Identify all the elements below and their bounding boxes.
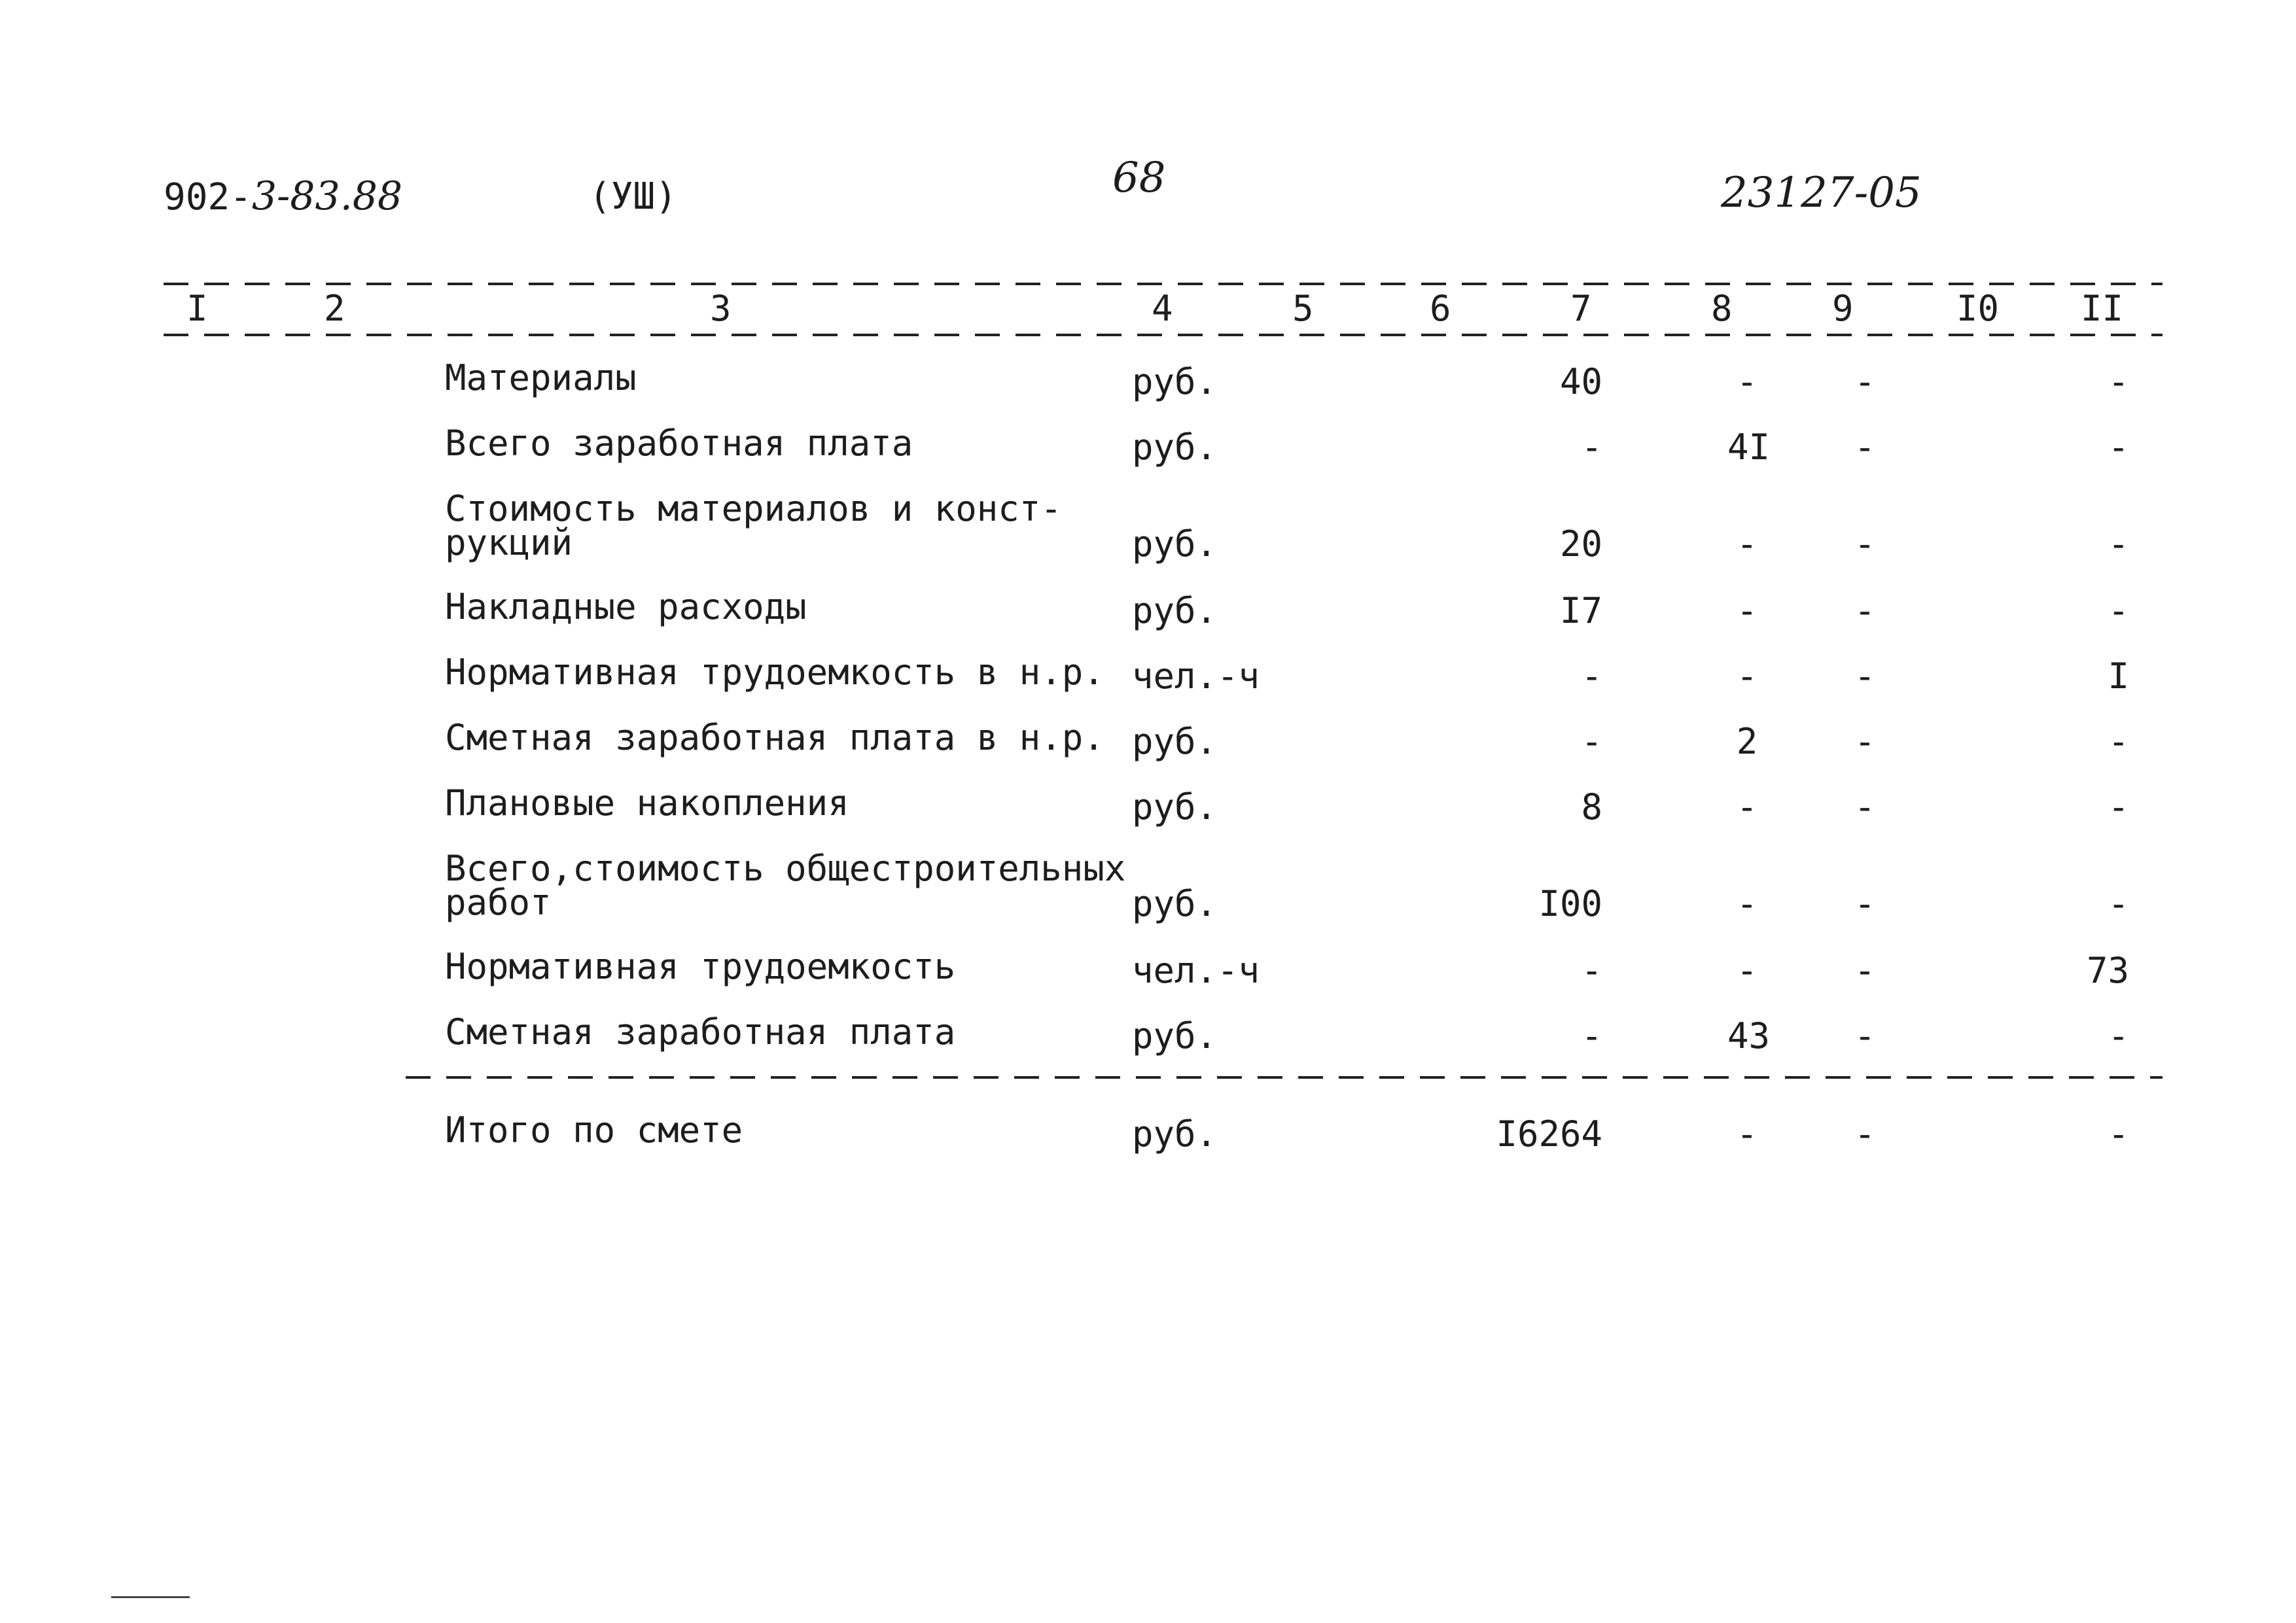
row-name: Всего,стоимость общестроительных работ — [445, 848, 1126, 923]
row-name: Плановые накопления — [445, 782, 849, 824]
row-col8: - — [1736, 523, 1758, 565]
row-col7: I00 — [1538, 883, 1602, 924]
table-row — [0, 423, 2296, 492]
row-unit: руб. — [1132, 883, 1218, 924]
document-number — [164, 173, 402, 219]
row-col11: - — [2108, 523, 2129, 565]
row-name: Всего заработная плата — [445, 423, 913, 464]
row-col9: - — [1854, 883, 1876, 924]
row-col9: - — [1854, 361, 1876, 402]
row-col11: - — [2108, 786, 2129, 828]
column-number: 3 — [710, 288, 732, 329]
row-col8: - — [1736, 361, 1758, 402]
document-number-handwritten: 3-83.88 — [251, 173, 403, 219]
row-col7: - — [1581, 427, 1602, 468]
row-col11: - — [2108, 590, 2129, 631]
row-col11: - — [2108, 1015, 2129, 1056]
row-col8: - — [1736, 786, 1758, 828]
row-col8: - — [1736, 590, 1758, 631]
row-col7: - — [1581, 721, 1602, 762]
total-col9: - — [1854, 1113, 1876, 1155]
row-col7: - — [1581, 950, 1602, 991]
row-col9: - — [1854, 590, 1876, 631]
column-number: 7 — [1570, 288, 1592, 329]
row-col7: 20 — [1559, 523, 1602, 565]
row-name: Сметная заработная плата — [445, 1011, 956, 1053]
row-col7: 8 — [1581, 786, 1602, 828]
row-name: Накладные расходы — [445, 586, 807, 627]
table-row — [0, 488, 2296, 590]
table-row — [0, 717, 2296, 786]
row-col11: - — [2108, 721, 2129, 762]
row-unit: чел.-ч — [1132, 655, 1260, 697]
column-number: 9 — [1832, 288, 1854, 329]
row-name: Сметная заработная плата в н.р. — [445, 717, 1104, 758]
row-col11: I — [2108, 655, 2129, 697]
row-unit: руб. — [1132, 721, 1218, 762]
row-unit: руб. — [1132, 361, 1218, 402]
row-col8: 43 — [1727, 1015, 1771, 1056]
total-col8: - — [1736, 1113, 1758, 1155]
row-col9: - — [1854, 655, 1876, 697]
table-row — [0, 848, 2296, 950]
table-row — [0, 586, 2296, 655]
row-col11: - — [2108, 427, 2129, 468]
row-col8: - — [1736, 655, 1758, 697]
row-col9: - — [1854, 427, 1876, 468]
table-row — [0, 1011, 2296, 1081]
row-unit: руб. — [1132, 523, 1218, 565]
row-unit: чел.-ч — [1132, 950, 1260, 991]
column-number: 5 — [1292, 288, 1314, 329]
row-col9: - — [1854, 523, 1876, 565]
total-name: Итого по смете — [445, 1109, 743, 1151]
total-separator — [406, 1076, 2163, 1079]
column-number: 6 — [1430, 288, 1451, 329]
row-col8: 2 — [1736, 721, 1758, 762]
row-col11: - — [2108, 883, 2129, 924]
row-name: Нормативная трудоемкость — [445, 946, 956, 987]
table-row — [0, 946, 2296, 1015]
header-rule-top — [164, 283, 2163, 285]
row-col9: - — [1854, 786, 1876, 828]
column-number: 2 — [324, 288, 345, 329]
row-col8: - — [1736, 950, 1758, 991]
table-row — [0, 652, 2296, 721]
row-unit: руб. — [1132, 590, 1218, 631]
page-number: 68 — [1112, 154, 1166, 202]
row-col7: I7 — [1559, 590, 1602, 631]
row-col8: - — [1736, 883, 1758, 924]
row-unit: руб. — [1132, 1015, 1218, 1056]
row-col7: - — [1581, 655, 1602, 697]
row-col9: - — [1854, 950, 1876, 991]
total-row — [0, 1109, 2296, 1179]
row-col11: 73 — [2086, 950, 2129, 991]
header-rule-bottom — [164, 334, 2163, 336]
column-number: I0 — [1956, 288, 2000, 329]
row-col7: 40 — [1559, 361, 1602, 402]
section-label: (УШ) — [589, 175, 677, 218]
column-number: 4 — [1152, 288, 1173, 329]
table-row — [0, 357, 2296, 427]
row-unit: руб. — [1132, 786, 1218, 828]
row-col9: - — [1854, 721, 1876, 762]
row-col8: 4I — [1727, 427, 1771, 468]
total-unit: руб. — [1132, 1113, 1218, 1155]
table-row — [0, 782, 2296, 852]
row-unit: руб. — [1132, 427, 1218, 468]
row-col7: - — [1581, 1015, 1602, 1056]
total-col11: - — [2108, 1113, 2129, 1155]
row-name: Стоимость материалов и конст- рукций — [445, 488, 1062, 563]
column-number: I — [186, 288, 208, 329]
row-col9: - — [1854, 1015, 1876, 1056]
document-code: 23127-05 — [1721, 169, 1922, 217]
column-number: 8 — [1711, 288, 1733, 329]
total-col7: I6264 — [1496, 1113, 1602, 1155]
row-col11: - — [2108, 361, 2129, 402]
row-name: Нормативная трудоемкость в н.р. — [445, 652, 1104, 693]
row-name: Материалы — [445, 357, 637, 398]
document-number-printed: 902- — [164, 176, 252, 218]
scan-mark — [111, 1596, 190, 1598]
column-number: II — [2081, 288, 2124, 329]
